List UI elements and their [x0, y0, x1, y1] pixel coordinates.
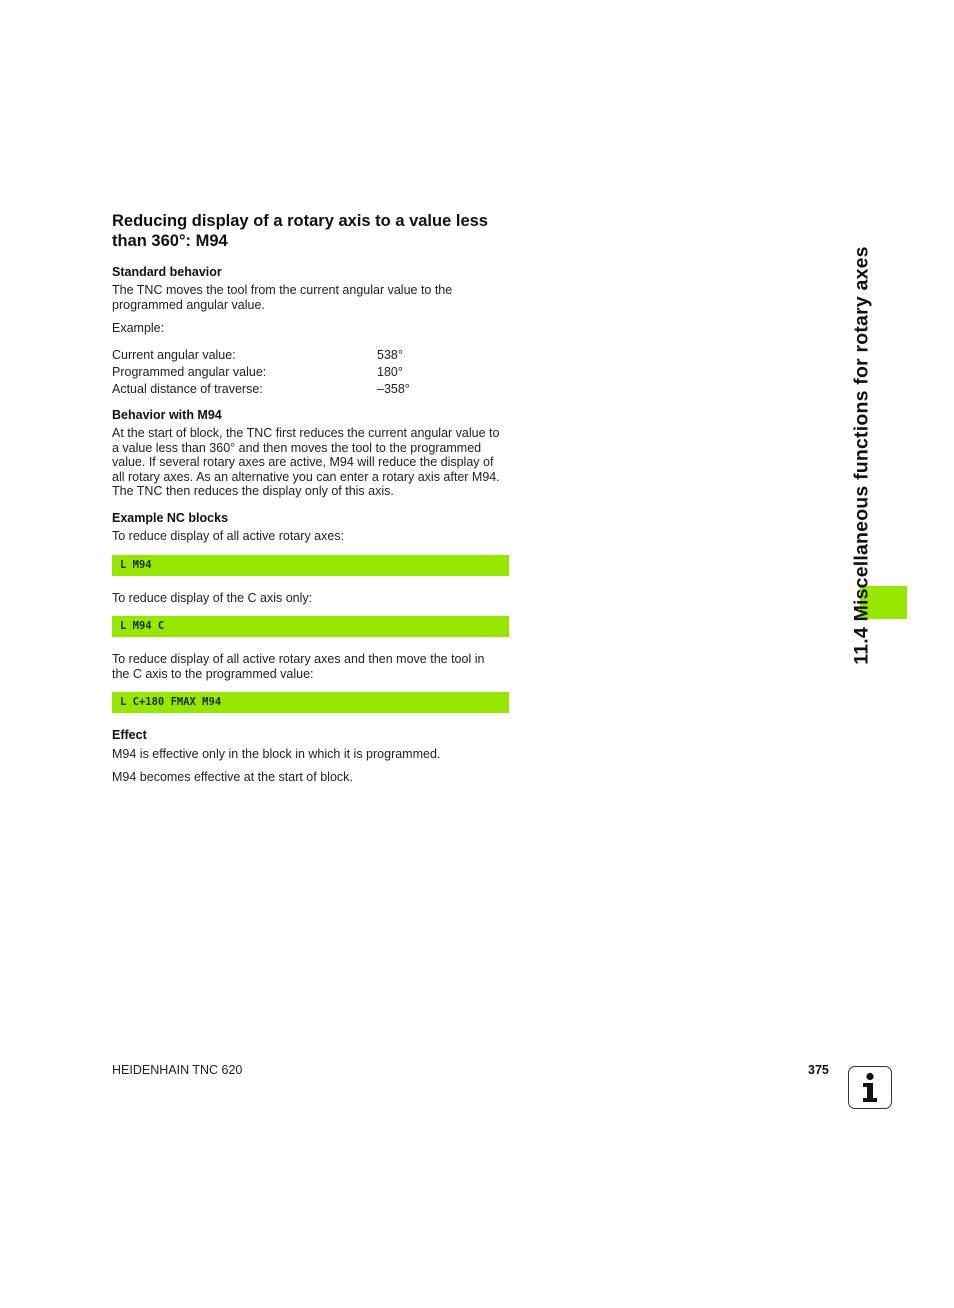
text-line: all rotary axes. As an alternative you can enter a rotary axis after M94. — [112, 469, 500, 484]
programmed-angle-value: 180° — [377, 365, 403, 379]
example-label: Example: — [112, 321, 165, 335]
current-angle-value: 538° — [377, 348, 403, 362]
info-icon-glyph — [849, 1067, 891, 1108]
programmed-angle-label: Programmed angular value: — [112, 365, 267, 379]
text-line: programmed angular value. — [112, 297, 265, 312]
nc-code-block-3: L C+180 FMAX M94 — [112, 692, 509, 713]
example-nc-blocks-heading: Example NC blocks — [112, 511, 229, 525]
text-line: the C axis to the programmed value: — [112, 666, 314, 681]
nc-code-block-2: L M94 C — [112, 616, 509, 637]
example-intro-1: To reduce display of all active rotary axes: — [112, 529, 345, 543]
vertical-section-title-text: 11.4 Miscellaneous functions for rotary axes — [850, 245, 873, 665]
effect-text-1: M94 is effective only in the block in which it is programmed. — [112, 747, 441, 761]
text-line: value. If several rotary axes are active, M94 will reduce the display of — [112, 455, 494, 470]
behavior-m94-heading: Behavior with M94 — [112, 408, 222, 422]
page-number: 375 — [808, 1063, 829, 1077]
example-intro-3 — [112, 652, 512, 681]
text-line: The TNC then reduces the display only of this axis. — [112, 484, 394, 499]
example-intro-2: To reduce display of the C axis only: — [112, 591, 313, 605]
behavior-m94-text — [112, 426, 512, 499]
current-angle-label: Current angular value: — [112, 348, 236, 362]
text-line: The TNC moves the tool from the current angular value to the — [112, 283, 453, 297]
traverse-distance-value: –358° — [377, 382, 410, 396]
footer-product-name: HEIDENHAIN TNC 620 — [112, 1063, 243, 1077]
text-line: At the start of block, the TNC first reduces the current angular value to — [112, 426, 500, 440]
section-heading-line-2: than 360°: M94 — [112, 232, 228, 250]
effect-text-2: M94 becomes effective at the start of block. — [112, 770, 353, 784]
section-heading — [112, 211, 532, 251]
info-icon — [848, 1066, 892, 1109]
standard-behavior-text — [112, 283, 512, 312]
vertical-section-title — [840, 220, 884, 690]
nc-code-block-1: L M94 — [112, 555, 509, 576]
standard-behavior-heading: Standard behavior — [112, 265, 222, 279]
effect-heading: Effect — [112, 728, 147, 742]
text-line: a value less than 360° and then moves the tool to the programmed — [112, 440, 482, 455]
text-line: To reduce display of all active rotary axes and then move the tool in — [112, 652, 485, 666]
section-heading-line-1: Reducing display of a rotary axis to a value less — [112, 212, 488, 230]
traverse-distance-label: Actual distance of traverse: — [112, 382, 263, 396]
